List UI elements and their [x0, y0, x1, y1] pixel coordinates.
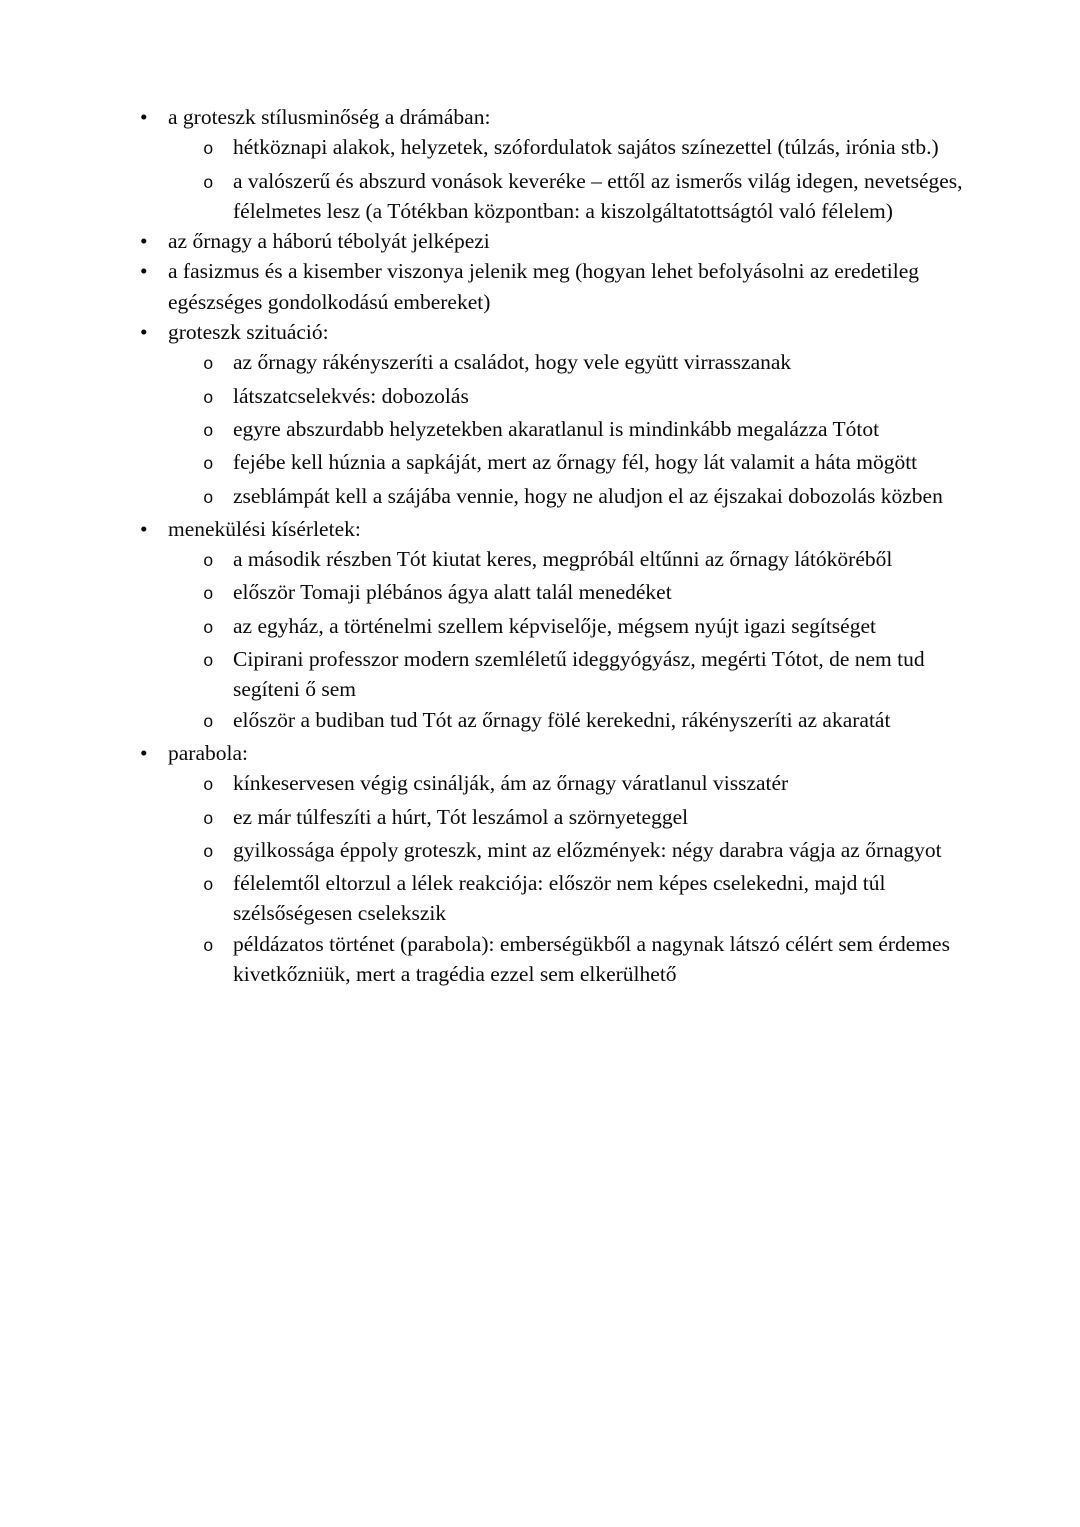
circle-bullet-icon: o — [203, 355, 214, 376]
sub-bullet-list-item — [0, 835, 1080, 868]
list-item-text — [233, 577, 672, 607]
list-item-text — [233, 132, 939, 162]
sub-bullet-list-item — [0, 611, 1080, 644]
text-line: a valószerű és abszurd vonások keveréke – ettől az ismerős világ idegen, nevetséges, — [233, 168, 963, 193]
list-item-text — [233, 166, 963, 227]
text-line: zseblámpát kell a szájába vennie, hogy ne aludjon el az éjszakai dobozolás közben — [233, 483, 943, 508]
disc-bullet-icon: • — [140, 259, 148, 284]
circle-bullet-icon: o — [203, 488, 214, 509]
list-item-text — [233, 544, 892, 574]
list-item-text — [233, 414, 879, 444]
text-line: a második részben Tót kiutat keres, megpróbál eltűnni az őrnagy látóköréből — [233, 547, 893, 572]
list-item-text — [168, 317, 329, 347]
text-line: példázatos történet (parabola): emberségükből a nagynak látszó célért sem érdemes — [233, 931, 950, 956]
sub-bullet-list-item — [0, 481, 1080, 514]
list-item-text — [233, 381, 469, 411]
text-line: fejébe kell húznia a sapkáját, mert az őrnagy fél, hogy lát valamit a háta mögött — [233, 450, 918, 475]
text-line: félelmetes lesz (a Tótékban központban: a kiszolgáltatottságtól való félelem) — [233, 198, 893, 223]
text-line: menekülési kísérletek: — [168, 516, 361, 541]
text-line: groteszk szituáció: — [168, 320, 329, 345]
sub-bullet-list-item — [0, 544, 1080, 577]
sub-bullet-list-item — [0, 802, 1080, 835]
text-line: egyre abszurdabb helyzetekben akaratlanul is mindinkább megalázza Tótot — [233, 416, 880, 441]
sub-bullet-list-item — [0, 414, 1080, 447]
text-line: kivetkőzniük, mert a tragédia ezzel sem elkerülhető — [233, 962, 677, 987]
text-line: a fasizmus és a kisember viszonya jelenik meg (hogyan lehet befolyásolni az eredetileg — [168, 259, 920, 284]
sub-bullet-list-item — [0, 132, 1080, 165]
sub-bullet-list-item — [0, 705, 1080, 738]
list-item-text — [233, 835, 942, 865]
text-line: kínkeservesen végig csinálják, ám az őrnagy váratlanul visszatér — [233, 771, 789, 796]
circle-bullet-icon: o — [203, 776, 214, 797]
list-item-text — [233, 347, 791, 377]
disc-bullet-icon: • — [140, 320, 148, 345]
list-item-text — [168, 102, 490, 132]
text-line: parabola: — [168, 740, 248, 765]
bullet-list-item — [0, 226, 1080, 256]
list-item-text — [233, 929, 950, 990]
disc-bullet-icon: • — [140, 740, 148, 765]
text-line: hétköznapi alakok, helyzetek, szófordulatok sajátos színezettel (túlzás, irónia stb.) — [233, 135, 939, 160]
circle-bullet-icon: o — [203, 712, 214, 733]
circle-bullet-icon: o — [203, 652, 214, 673]
text-line: ez már túlfeszíti a húrt, Tót leszámol a szörnyeteggel — [233, 804, 689, 829]
text-line: az őrnagy a háború tébolyát jelképezi — [168, 229, 490, 254]
circle-bullet-icon: o — [203, 618, 214, 639]
notes-list — [0, 102, 1080, 989]
sub-bullet-list-item — [0, 166, 1080, 227]
sub-bullet-list-item — [0, 768, 1080, 801]
text-line: először a budiban tud Tót az őrnagy fölé kerekedni, rákényszeríti az akaratát — [233, 707, 891, 732]
list-item-text — [233, 481, 943, 511]
list-item-text — [233, 644, 925, 705]
text-line: az egyház, a történelmi szellem képviselője, mégsem nyújt igazi segítséget — [233, 613, 876, 638]
sub-bullet-list-item — [0, 868, 1080, 929]
list-item-text — [168, 514, 361, 544]
disc-bullet-icon: • — [140, 516, 148, 541]
circle-bullet-icon: o — [203, 455, 214, 476]
disc-bullet-icon: • — [140, 229, 148, 254]
text-line: egészséges gondolkodású embereket) — [168, 289, 491, 314]
bullet-list-item — [0, 256, 1080, 317]
sub-bullet-list-item — [0, 929, 1080, 990]
circle-bullet-icon: o — [203, 552, 214, 573]
list-item-text — [233, 868, 886, 929]
list-item-text — [233, 611, 876, 641]
list-item-text — [233, 705, 890, 735]
circle-bullet-icon: o — [203, 936, 214, 957]
circle-bullet-icon: o — [203, 842, 214, 863]
bullet-list-item — [0, 738, 1080, 768]
text-line: félelemtől eltorzul a lélek reakciója: először nem képes cselekedni, majd túl — [233, 871, 886, 896]
circle-bullet-icon: o — [203, 388, 214, 409]
text-line: az őrnagy rákényszeríti a családot, hogy vele együtt virrasszanak — [233, 350, 792, 375]
text-line: a groteszk stílusminőség a drámában: — [168, 105, 491, 129]
text-line: látszatcselekvés: dobozolás — [233, 383, 469, 408]
list-item-text — [233, 768, 788, 798]
sub-bullet-list-item — [0, 381, 1080, 414]
bullet-list-item — [0, 514, 1080, 544]
sub-bullet-list-item — [0, 577, 1080, 610]
disc-bullet-icon: • — [140, 105, 148, 129]
bullet-list-item — [0, 102, 1080, 132]
circle-bullet-icon: o — [203, 585, 214, 606]
list-item-text — [168, 256, 919, 317]
bullet-list-item — [0, 317, 1080, 347]
sub-bullet-list-item — [0, 644, 1080, 705]
circle-bullet-icon: o — [203, 140, 214, 161]
list-item-text — [233, 447, 917, 477]
circle-bullet-icon: o — [203, 809, 214, 830]
circle-bullet-icon: o — [203, 421, 214, 442]
list-item-text — [233, 802, 688, 832]
list-item-text — [168, 738, 248, 768]
text-line: gyilkossága éppoly groteszk, mint az előzmények: négy darabra vágja az őrnagyot — [233, 837, 942, 862]
sub-bullet-list-item — [0, 447, 1080, 480]
list-item-text — [168, 226, 490, 256]
circle-bullet-icon: o — [203, 876, 214, 897]
text-line: Cipirani professzor modern szemléletű ideggyógyász, megérti Tótot, de nem tud — [233, 647, 925, 672]
circle-bullet-icon: o — [203, 173, 214, 194]
text-line: szélsőségesen cselekszik — [233, 901, 447, 926]
sub-bullet-list-item — [0, 347, 1080, 380]
text-line: segíteni ő sem — [233, 677, 357, 702]
text-line: először Tomaji plébános ágya alatt talál menedéket — [233, 580, 672, 605]
